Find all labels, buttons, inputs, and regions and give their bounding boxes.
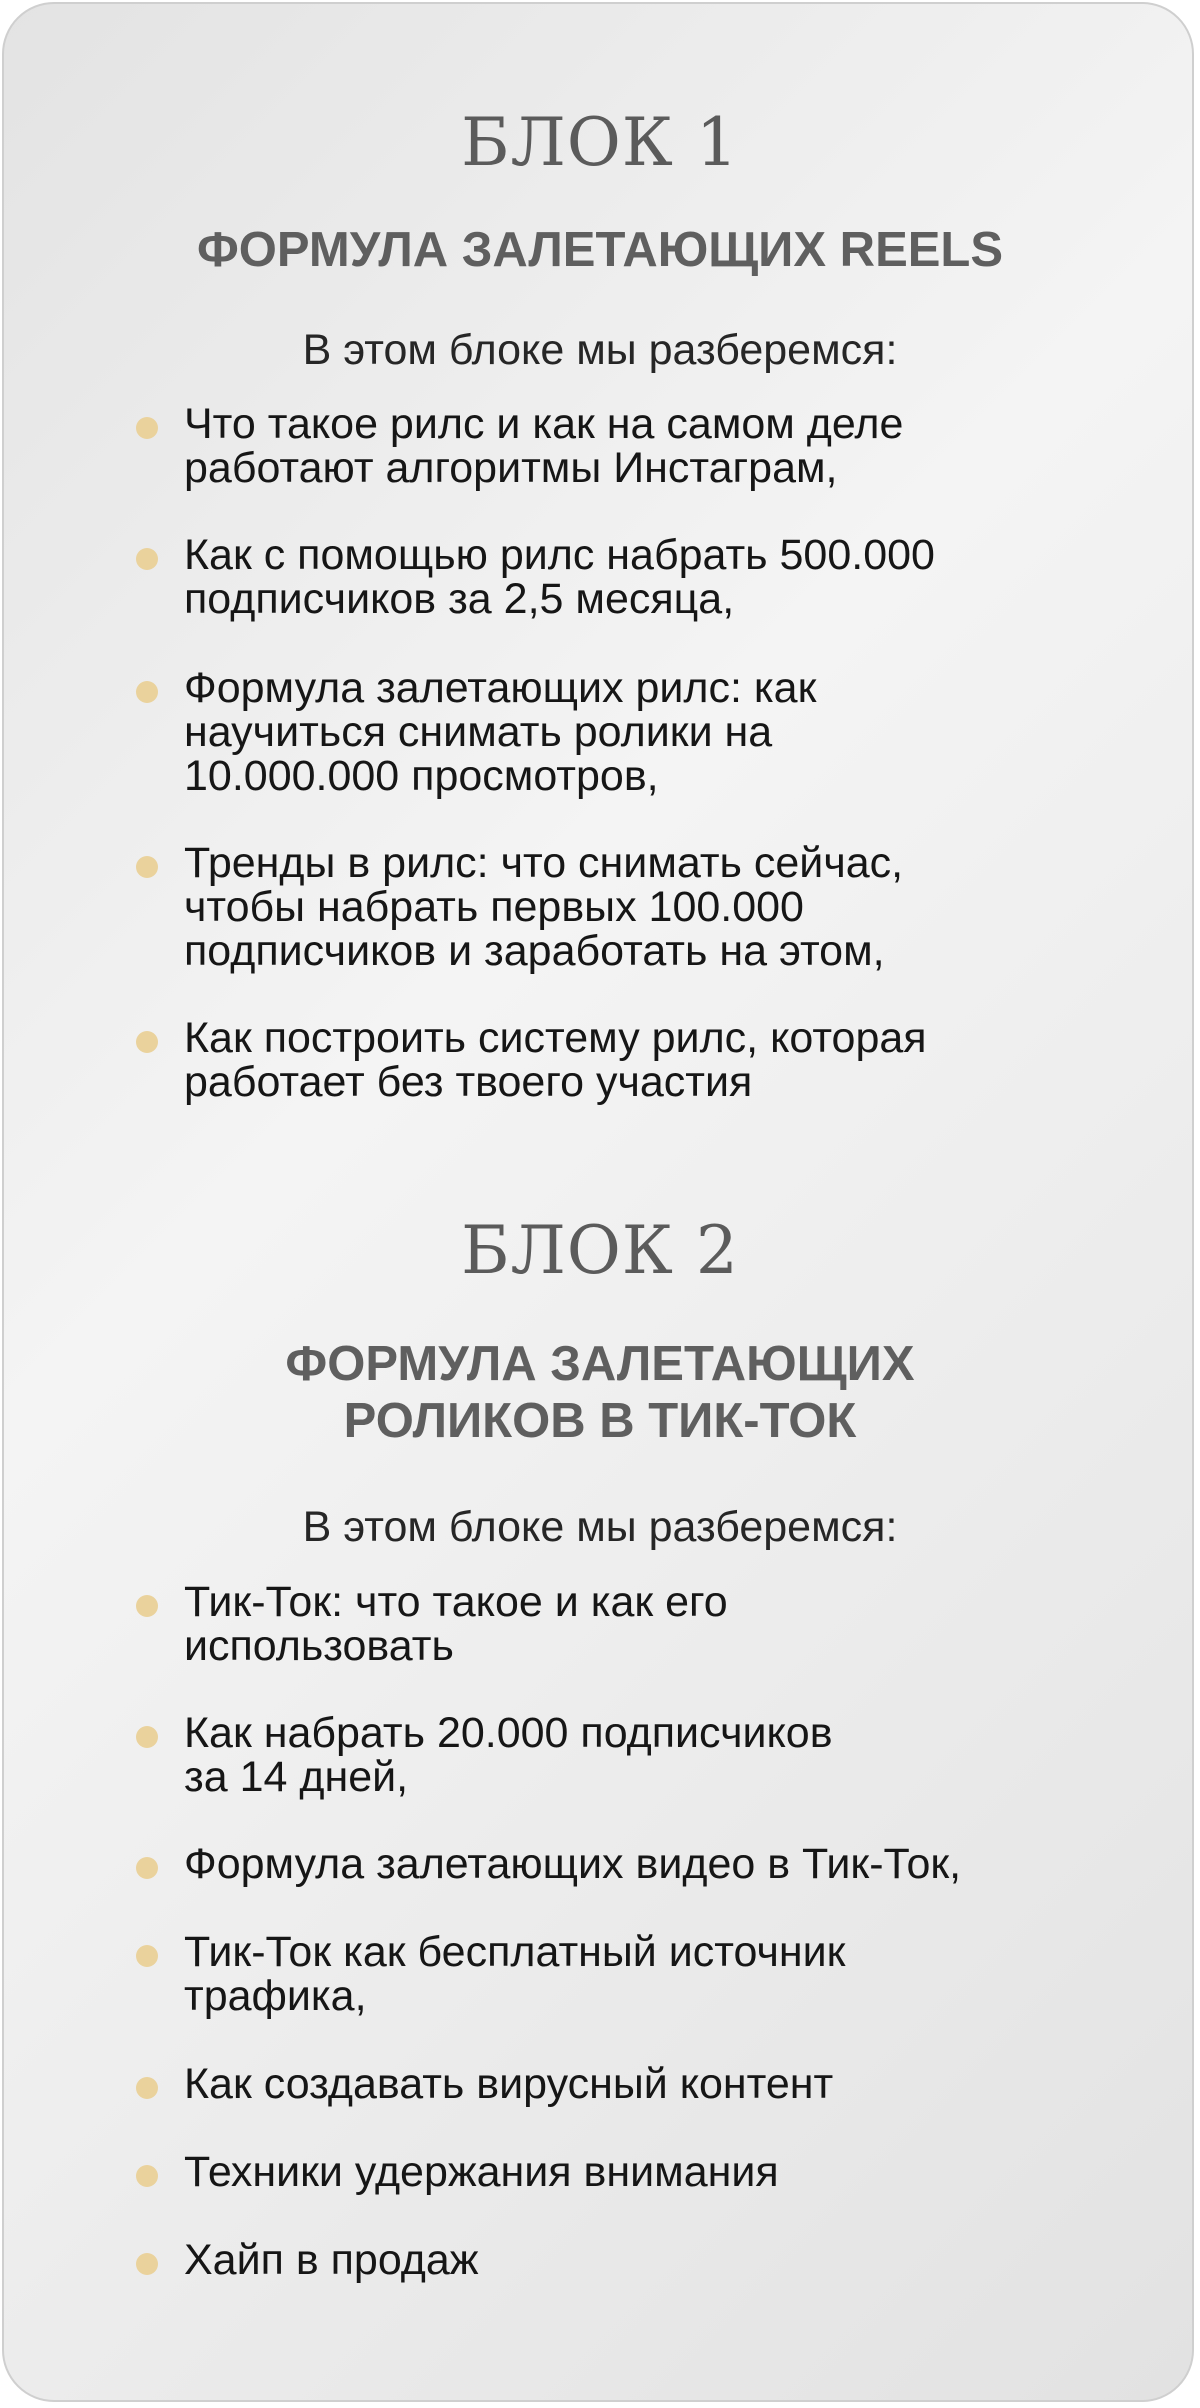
list-item-line: Как набрать 20.000 подписчиков (184, 1709, 833, 1757)
block-2-title-line: РОЛИКОВ В ТИК-ТОК (343, 1394, 857, 1448)
list-item-line: Тик-Ток как бесплатный источник (184, 1928, 846, 1976)
bullet-dot (136, 1726, 158, 1748)
list-item-line: научиться снимать ролики на (184, 708, 773, 756)
list-item-text (184, 1711, 1084, 1799)
block-1-intro: В этом блоке мы разберемся: (302, 326, 898, 374)
block-2-intro: В этом блоке мы разберемся: (302, 1503, 898, 1551)
bullet-dot (136, 1857, 158, 1879)
bullet-dot (136, 681, 158, 703)
block-2-label: БЛОК 2 (461, 1212, 739, 1289)
list-item-text (184, 2150, 1084, 2194)
list-item-line: работает без твоего участия (184, 1058, 753, 1106)
list-item-text (184, 2238, 1084, 2282)
list-item-line: подписчиков и заработать на этом, (184, 927, 885, 975)
list-item-line: Как построить систему рилс, которая (184, 1014, 927, 1062)
list-item-text (184, 533, 1084, 621)
bullet-dot (136, 2253, 158, 2275)
list-item-line: 10.000.000 просмотров, (184, 752, 659, 800)
bullet-dot (136, 1945, 158, 1967)
list-item-line: Как создавать вирусный контент (184, 2060, 834, 2108)
list-item-line: Формула залетающих видео в Тик-Ток, (184, 1840, 962, 1888)
list-item-text (184, 402, 1084, 490)
bullet-dot (136, 2165, 158, 2187)
block-1-title (4, 222, 1196, 279)
bullet-dot (136, 2077, 158, 2099)
list-item-line: Как с помощью рилс набрать 500.000 (184, 531, 935, 579)
list-item-line: Тренды в рилс: что снимать сейчас, (184, 839, 904, 887)
list-item-text (184, 2062, 1084, 2106)
list-item-line: Формула залетающих рилс: как (184, 664, 817, 712)
block-1-title-line: ФОРМУЛА ЗАЛЕТАЮЩИХ REELS (196, 223, 1004, 277)
list-item-text (184, 1016, 1084, 1104)
list-item-text (184, 1580, 1084, 1668)
list-item-line: работают алгоритмы Инстаграм, (184, 444, 838, 492)
bullet-dot (136, 1595, 158, 1617)
list-item-line: трафика, (184, 1972, 367, 2020)
bullet-dot (136, 548, 158, 570)
bullet-dot (136, 417, 158, 439)
program-card (2, 2, 1194, 2402)
list-item-line: чтобы набрать первых 100.000 (184, 883, 804, 931)
list-item-line: Тик-Ток: что такое и как его (184, 1578, 728, 1626)
list-item-text (184, 666, 1084, 798)
list-item-line: использовать (184, 1622, 454, 1670)
bullet-dot (136, 1031, 158, 1053)
list-item-line: Что такое рилс и как на самом деле (184, 400, 904, 448)
block-1-label: БЛОК 1 (461, 104, 739, 181)
block-2-title-line: ФОРМУЛА ЗАЛЕТАЮЩИХ (285, 1337, 915, 1391)
list-item-text (184, 1842, 1084, 1886)
list-item-line: за 14 дней, (184, 1753, 409, 1801)
list-item-text (184, 1930, 1084, 2018)
list-item-line: Техники удержания внимания (184, 2148, 779, 2196)
bullet-dot (136, 856, 158, 878)
list-item-text (184, 841, 1084, 973)
block-2-title (4, 1336, 1196, 1450)
list-item-line: подписчиков за 2,5 месяца, (184, 575, 735, 623)
list-item-line: Хайп в продаж (184, 2236, 479, 2284)
